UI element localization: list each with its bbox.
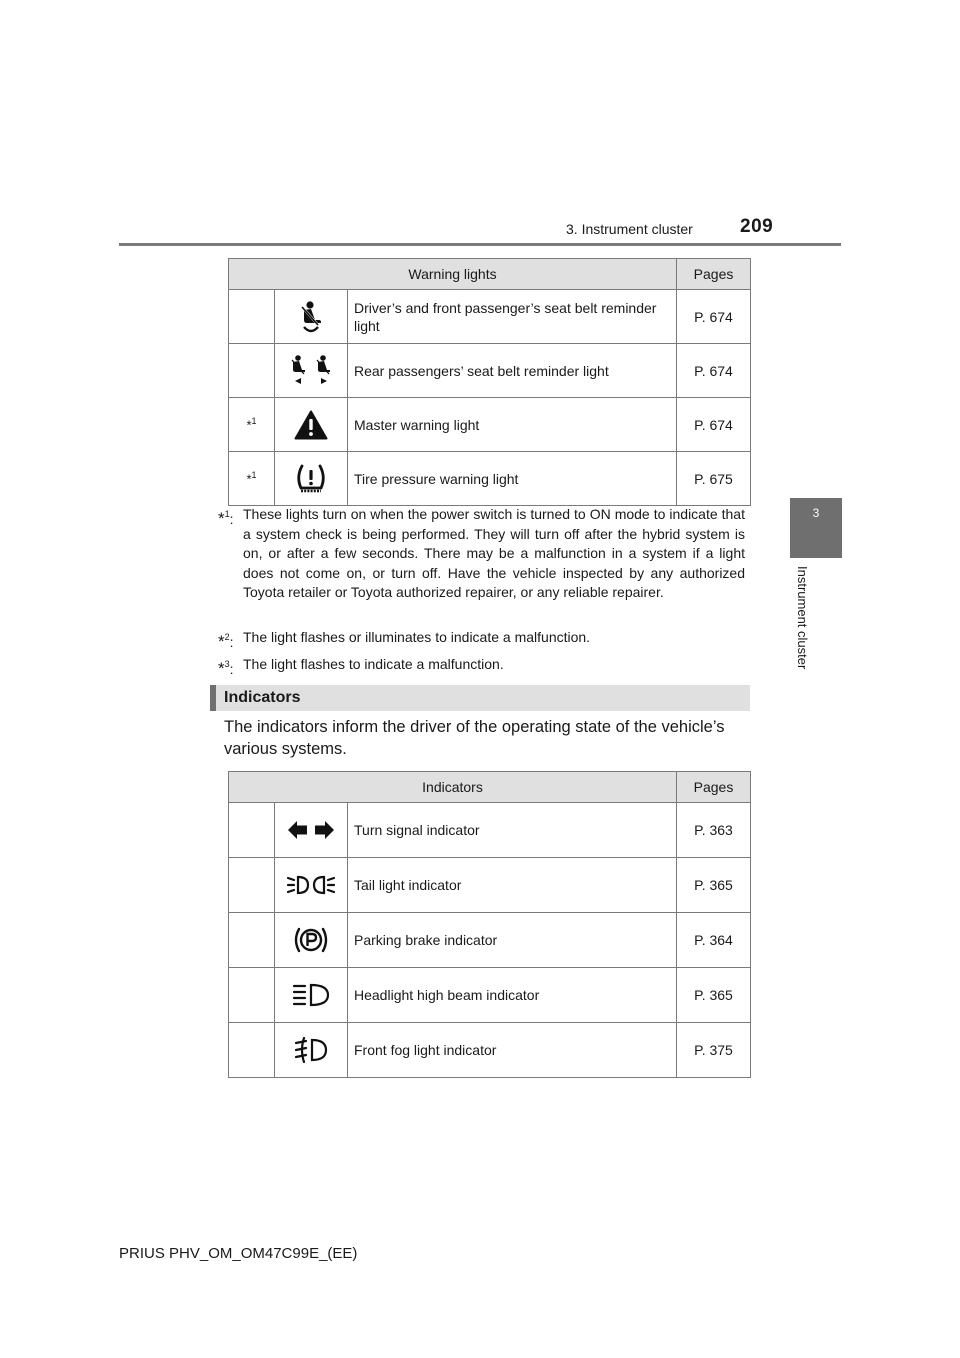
master-warning-icon bbox=[294, 410, 328, 440]
indicator-name: Headlight high beam indicator bbox=[348, 968, 677, 1023]
note-cell bbox=[229, 290, 275, 344]
table-row bbox=[229, 858, 751, 913]
warning-lights-header: Warning lights bbox=[229, 259, 677, 290]
note-cell: *$^1$ bbox=[229, 452, 275, 506]
indicator-name: Parking brake indicator bbox=[348, 913, 677, 968]
section-title: 3. Instrument cluster bbox=[566, 221, 693, 237]
chapter-tab-number: 3 bbox=[812, 506, 820, 520]
section-heading-bar bbox=[210, 685, 216, 711]
footnote: *$^1$: These lights turn on when the power switch is turned to ON mode to indicate that a system check is being performed. They will turn off after the hybrid system is on, or after a few seconds. There may be a malfunction in a system if a light does not come on, or turn off. Have the vehicle inspected by any authorized Toyota retailer or Toyota authorized repairer, or any reliable repairer. bbox=[218, 505, 745, 603]
note-cell bbox=[229, 858, 275, 913]
seatbelt-icon bbox=[296, 300, 326, 334]
table-row bbox=[229, 398, 751, 452]
footnote: *$^2$: The light flashes or illuminates to indicate a malfunction. bbox=[218, 628, 745, 648]
page-ref: P. 375 bbox=[677, 1023, 751, 1078]
tail-light-icon bbox=[286, 873, 336, 897]
chapter-tab-label: Instrument cluster bbox=[795, 566, 810, 670]
pages-header: Pages bbox=[677, 772, 751, 803]
note-cell bbox=[229, 968, 275, 1023]
pages-header: Pages bbox=[677, 259, 751, 290]
note-cell bbox=[229, 913, 275, 968]
note-cell: *$^1$ bbox=[229, 398, 275, 452]
section-intro: The indicators inform the driver of the operating state of the vehicle’s various systems. bbox=[224, 718, 725, 758]
page-ref: P. 675 bbox=[677, 452, 751, 506]
warning-name: Driver’s and front passenger’s seat belt reminder light bbox=[348, 290, 677, 344]
indicator-name: Turn signal indicator bbox=[348, 803, 677, 858]
page-ref: P. 674 bbox=[677, 290, 751, 344]
table-row bbox=[229, 1023, 751, 1078]
warning-name: Master warning light bbox=[348, 398, 677, 452]
section-heading: Indicators bbox=[224, 689, 301, 706]
note-cell bbox=[229, 344, 275, 398]
note-cell bbox=[229, 803, 275, 858]
footnote-marker: 1 bbox=[224, 509, 230, 519]
table-row bbox=[229, 290, 751, 344]
high-beam-icon bbox=[291, 982, 331, 1008]
page-ref: P. 364 bbox=[677, 913, 751, 968]
warning-lights-table bbox=[228, 258, 751, 506]
rear-seatbelt-icon bbox=[288, 354, 334, 388]
page-ref: P. 363 bbox=[677, 803, 751, 858]
warning-name: Tire pressure warning light bbox=[348, 452, 677, 506]
page-ref: P. 674 bbox=[677, 398, 751, 452]
footnote-text: The light flashes to indicate a malfunction. bbox=[243, 656, 504, 672]
indicators-header: Indicators bbox=[229, 772, 677, 803]
table-row bbox=[229, 913, 751, 968]
footnote: *$^3$: The light flashes to indicate a malfunction. bbox=[218, 655, 745, 675]
footnote-marker: 2 bbox=[224, 632, 230, 642]
page-ref: P. 365 bbox=[677, 968, 751, 1023]
front-fog-light-icon bbox=[293, 1037, 329, 1063]
indicator-name: Front fog light indicator bbox=[348, 1023, 677, 1078]
tire-pressure-icon bbox=[294, 463, 328, 495]
indicators-table bbox=[228, 771, 751, 1078]
note-cell bbox=[229, 1023, 275, 1078]
note-number: 1 bbox=[251, 416, 257, 427]
table-row bbox=[229, 344, 751, 398]
header-rule bbox=[119, 243, 841, 246]
footnote-text: The light flashes or illuminates to indicate a malfunction. bbox=[243, 629, 591, 645]
document-code: PRIUS PHV_OM_OM47C99E_(EE) bbox=[119, 1245, 358, 1262]
indicator-name: Tail light indicator bbox=[348, 858, 677, 913]
warning-name: Rear passengers’ seat belt reminder light bbox=[348, 344, 677, 398]
table-row bbox=[229, 452, 751, 506]
table-row bbox=[229, 968, 751, 1023]
turn-signal-icon bbox=[286, 819, 336, 841]
page-number: 209 bbox=[740, 216, 774, 237]
footnote-text: These lights turn on when the power switch is turned to ON mode to indicate that a system check is being performed. They will turn off after the hybrid system is on, or after a few seconds. There may be a malfunction in a system if a light does not come on, or turn off. Have the vehicle inspected by any authorized Toyota retailer or Toyota authorized repairer, or any reliable repairer. bbox=[243, 506, 745, 600]
parking-brake-icon bbox=[292, 925, 330, 955]
note-number: 1 bbox=[251, 470, 257, 481]
page-ref: P. 365 bbox=[677, 858, 751, 913]
footnote-marker: 3 bbox=[224, 659, 230, 669]
table-row bbox=[229, 803, 751, 858]
page-ref: P. 674 bbox=[677, 344, 751, 398]
